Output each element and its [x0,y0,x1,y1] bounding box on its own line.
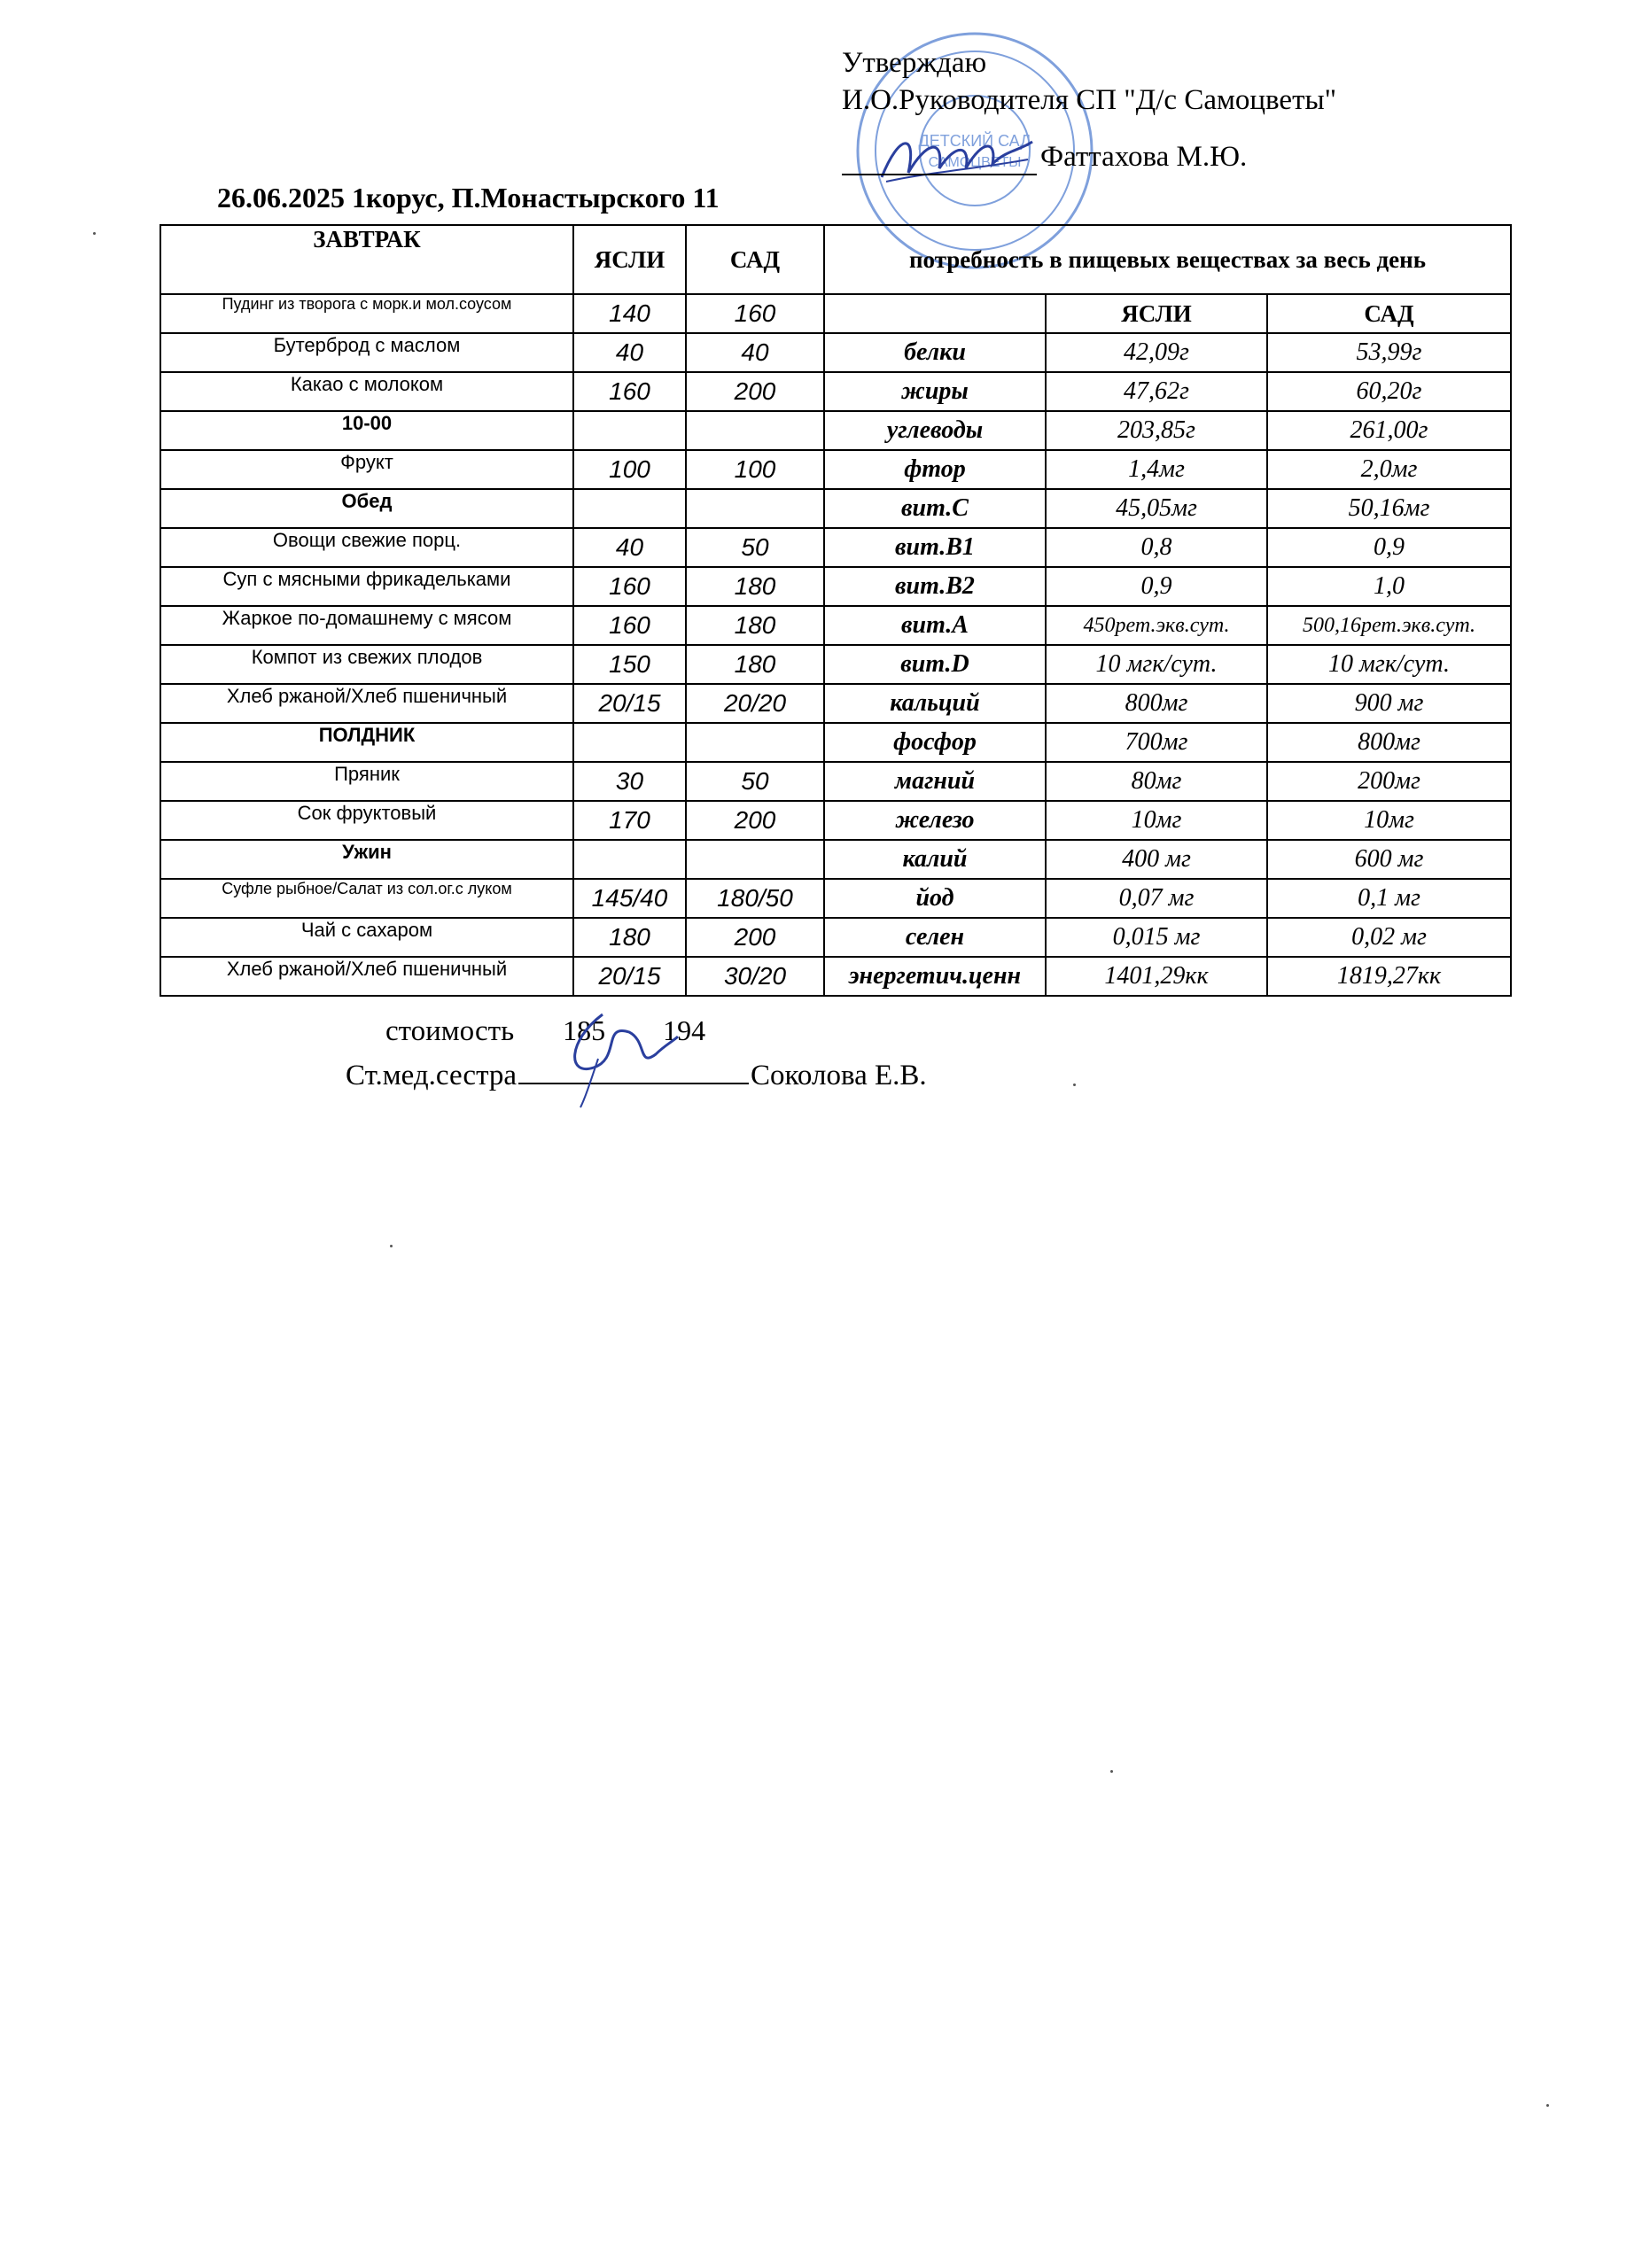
nutrient-sad-cell: 1,0 [1267,567,1511,606]
nutrient-sad-cell: 800мг [1267,723,1511,762]
nurse-signature-line [518,1056,749,1084]
dish-cell: Хлеб ржаной/Хлеб пшеничный [160,684,573,723]
nutrient-yasli-cell: 47,62г [1046,372,1267,411]
svg-text:САМОЦВЕТЫ: САМОЦВЕТЫ [928,155,1022,170]
table-row [160,567,1511,606]
nutrient-name-cell: вит.А [824,606,1046,645]
nutrient-yasli-cell: 0,8 [1046,528,1267,567]
yasli-portion-cell: 30 [573,762,686,801]
page-title: 26.06.2025 1корус, П.Монастырского 11 [217,182,720,214]
sad-portion-cell: 200 [686,918,824,957]
yasli-portion-cell: 160 [573,567,686,606]
sad-portion-cell: 160 [686,294,824,333]
sad-portion-cell: 200 [686,372,824,411]
yasli-portion-cell [573,723,686,762]
dish-cell: Хлеб ржаной/Хлеб пшеничный [160,957,573,996]
yasli-portion-cell [573,840,686,879]
nutrient-yasli-cell: 10мг [1046,801,1267,840]
sad-portion-cell: 50 [686,762,824,801]
dish-cell: Бутерброд с маслом [160,333,573,372]
sad-portion-cell: 20/20 [686,684,824,723]
nurse-name: Соколова Е.В. [751,1060,927,1091]
dish-cell: Пудинг из творога с морк.и мол.соусом [160,294,573,333]
nutrient-yasli-cell: 400 мг [1046,840,1267,879]
svg-text:ДЕТСКИЙ САД: ДЕТСКИЙ САД [918,132,1031,150]
dish-cell: Суп с мясными фрикадельками [160,567,573,606]
nutrient-sad-cell: 53,99г [1267,333,1511,372]
nutrient-sad-cell: 60,20г [1267,372,1511,411]
nutrient-yasli-cell: 450рет.экв.сут. [1046,606,1267,645]
nutrient-name-cell: вит.В2 [824,567,1046,606]
scan-speck [390,1245,393,1247]
table-row [160,879,1511,918]
signature-line [842,142,1037,175]
nutrient-sad-cell: 10мг [1267,801,1511,840]
table-row [160,801,1511,840]
yasli-portion-cell: 140 [573,294,686,333]
dish-cell: Чай с сахаром [160,918,573,957]
nutrient-sad-cell: 2,0мг [1267,450,1511,489]
nutrient-name-cell: белки [824,333,1046,372]
sad-portion-cell [686,840,824,879]
yasli-portion-cell: 160 [573,372,686,411]
approver-name: Фаттахова М.Ю. [1040,141,1248,173]
nutr-yasli-header: ЯСЛИ [1046,294,1267,333]
dish-cell: Сок фруктовый [160,801,573,840]
nutrient-sad-cell: 261,00г [1267,411,1511,450]
nutrient-name-cell: калий [824,840,1046,879]
sad-portion-cell: 40 [686,333,824,372]
table-row [160,918,1511,957]
sad-portion-cell: 180 [686,606,824,645]
yasli-portion-cell: 20/15 [573,684,686,723]
nutrient-name-cell: вит.С [824,489,1046,528]
dish-cell: Овощи свежие порц. [160,528,573,567]
approver-position: И.О.Руководителя СП "Д/с Самоцветы" [842,84,1337,116]
nutrient-sad-cell: 10 мгк/сут. [1267,645,1511,684]
nurse-label: Ст.мед.сестра [346,1060,518,1091]
dish-cell: Фрукт [160,450,573,489]
sad-portion-cell: 50 [686,528,824,567]
yasli-portion-cell: 160 [573,606,686,645]
nutr-sad-header: САД [1267,294,1511,333]
table-header-row [160,225,1511,294]
approval-block [842,44,1462,175]
cost-label: стоимость [385,1015,515,1047]
nutrient-sad-cell: 50,16мг [1267,489,1511,528]
table-row [160,294,1511,333]
menu-table [160,224,1512,997]
nutrient-sad-cell: 1819,27кк [1267,957,1511,996]
dish-cell: Пряник [160,762,573,801]
nutrient-name-cell: кальций [824,684,1046,723]
yasli-portion-cell: 20/15 [573,957,686,996]
yasli-portion-cell: 145/40 [573,879,686,918]
table-row [160,684,1511,723]
nutrient-yasli-cell: 10 мгк/сут. [1046,645,1267,684]
nutrient-name-cell: селен [824,918,1046,957]
yasli-portion-cell: 150 [573,645,686,684]
nutrient-name-cell: углеводы [824,411,1046,450]
dish-cell: Жаркое по-домашнему с мясом [160,606,573,645]
dish-cell: Компот из свежих плодов [160,645,573,684]
sad-portion-cell: 180/50 [686,879,824,918]
sad-portion-cell: 180 [686,645,824,684]
nutrient-sad-cell: 200мг [1267,762,1511,801]
dish-cell: Ужин [160,840,573,879]
table-row [160,840,1511,879]
dish-cell: Суфле рыбное/Салат из сол.ог.с луком [160,879,573,918]
sad-portion-cell: 180 [686,567,824,606]
yasli-portion-cell: 40 [573,333,686,372]
table-row [160,372,1511,411]
nutrient-cell [824,294,1046,333]
nutrient-name-cell: железо [824,801,1046,840]
nutrient-yasli-cell: 203,85г [1046,411,1267,450]
table-row [160,450,1511,489]
yasli-portion-cell: 170 [573,801,686,840]
nutrient-name-cell: фосфор [824,723,1046,762]
col-meal-header: ЗАВТРАК [160,225,573,294]
table-row [160,645,1511,684]
sad-portion-cell: 100 [686,450,824,489]
yasli-portion-cell [573,411,686,450]
table-row [160,762,1511,801]
nutrient-yasli-cell: 80мг [1046,762,1267,801]
sad-portion-cell: 30/20 [686,957,824,996]
yasli-portion-cell: 180 [573,918,686,957]
dish-cell: 10-00 [160,411,573,450]
nutrient-sad-cell: 0,02 мг [1267,918,1511,957]
table-row [160,723,1511,762]
sad-portion-cell [686,489,824,528]
scan-speck [93,232,96,235]
nutrient-yasli-cell: 0,9 [1046,567,1267,606]
dish-cell: ПОЛДНИК [160,723,573,762]
nutrient-name-cell: магний [824,762,1046,801]
yasli-portion-cell [573,489,686,528]
cost-yasli: 185 [563,1014,606,1046]
table-row [160,333,1511,372]
nutrient-yasli-cell: 45,05мг [1046,489,1267,528]
nutrient-sad-cell: 600 мг [1267,840,1511,879]
nutrient-sad-cell: 0,9 [1267,528,1511,567]
dish-cell: Какао с молоком [160,372,573,411]
sad-portion-cell: 200 [686,801,824,840]
nurse-signature-row [346,1053,927,1098]
scan-speck [1110,1770,1113,1773]
approver-signature-row [842,138,1462,175]
scan-speck [1546,2104,1549,2107]
cost-sad: 194 [663,1014,706,1046]
sad-portion-cell [686,723,824,762]
nutrients-header: потребность в пищевых веществах за весь день [824,225,1511,294]
cost-row [385,1008,927,1053]
nutrient-name-cell: энергетич.ценн [824,957,1046,996]
sad-portion-cell [686,411,824,450]
nutrient-name-cell: йод [824,879,1046,918]
footer [346,1008,927,1098]
nutrient-yasli-cell: 800мг [1046,684,1267,723]
dish-cell: Обед [160,489,573,528]
nutrient-yasli-cell: 1,4мг [1046,450,1267,489]
nutrient-sad-cell: 0,1 мг [1267,879,1511,918]
table-row [160,528,1511,567]
col-sad-header: САД [686,225,824,294]
nutrient-sad-cell: 500,16рет.экв.сут. [1267,606,1511,645]
nutrient-yasli-cell: 1401,29кк [1046,957,1267,996]
nutrient-yasli-cell: 700мг [1046,723,1267,762]
nutrient-yasli-cell: 42,09г [1046,333,1267,372]
yasli-portion-cell: 40 [573,528,686,567]
table-row [160,411,1511,450]
table-row [160,606,1511,645]
col-yasli-header: ЯСЛИ [573,225,686,294]
table-row [160,957,1511,996]
nutrient-sad-cell: 900 мг [1267,684,1511,723]
nutrient-name-cell: фтор [824,450,1046,489]
table-row [160,489,1511,528]
scan-speck [1073,1084,1076,1086]
nutrient-name-cell: жиры [824,372,1046,411]
nutrient-yasli-cell: 0,07 мг [1046,879,1267,918]
approve-word: Утверждаю [842,47,987,79]
nutrient-name-cell: вит.В1 [824,528,1046,567]
nutrient-yasli-cell: 0,015 мг [1046,918,1267,957]
nutrient-name-cell: вит.D [824,645,1046,684]
yasli-portion-cell: 100 [573,450,686,489]
